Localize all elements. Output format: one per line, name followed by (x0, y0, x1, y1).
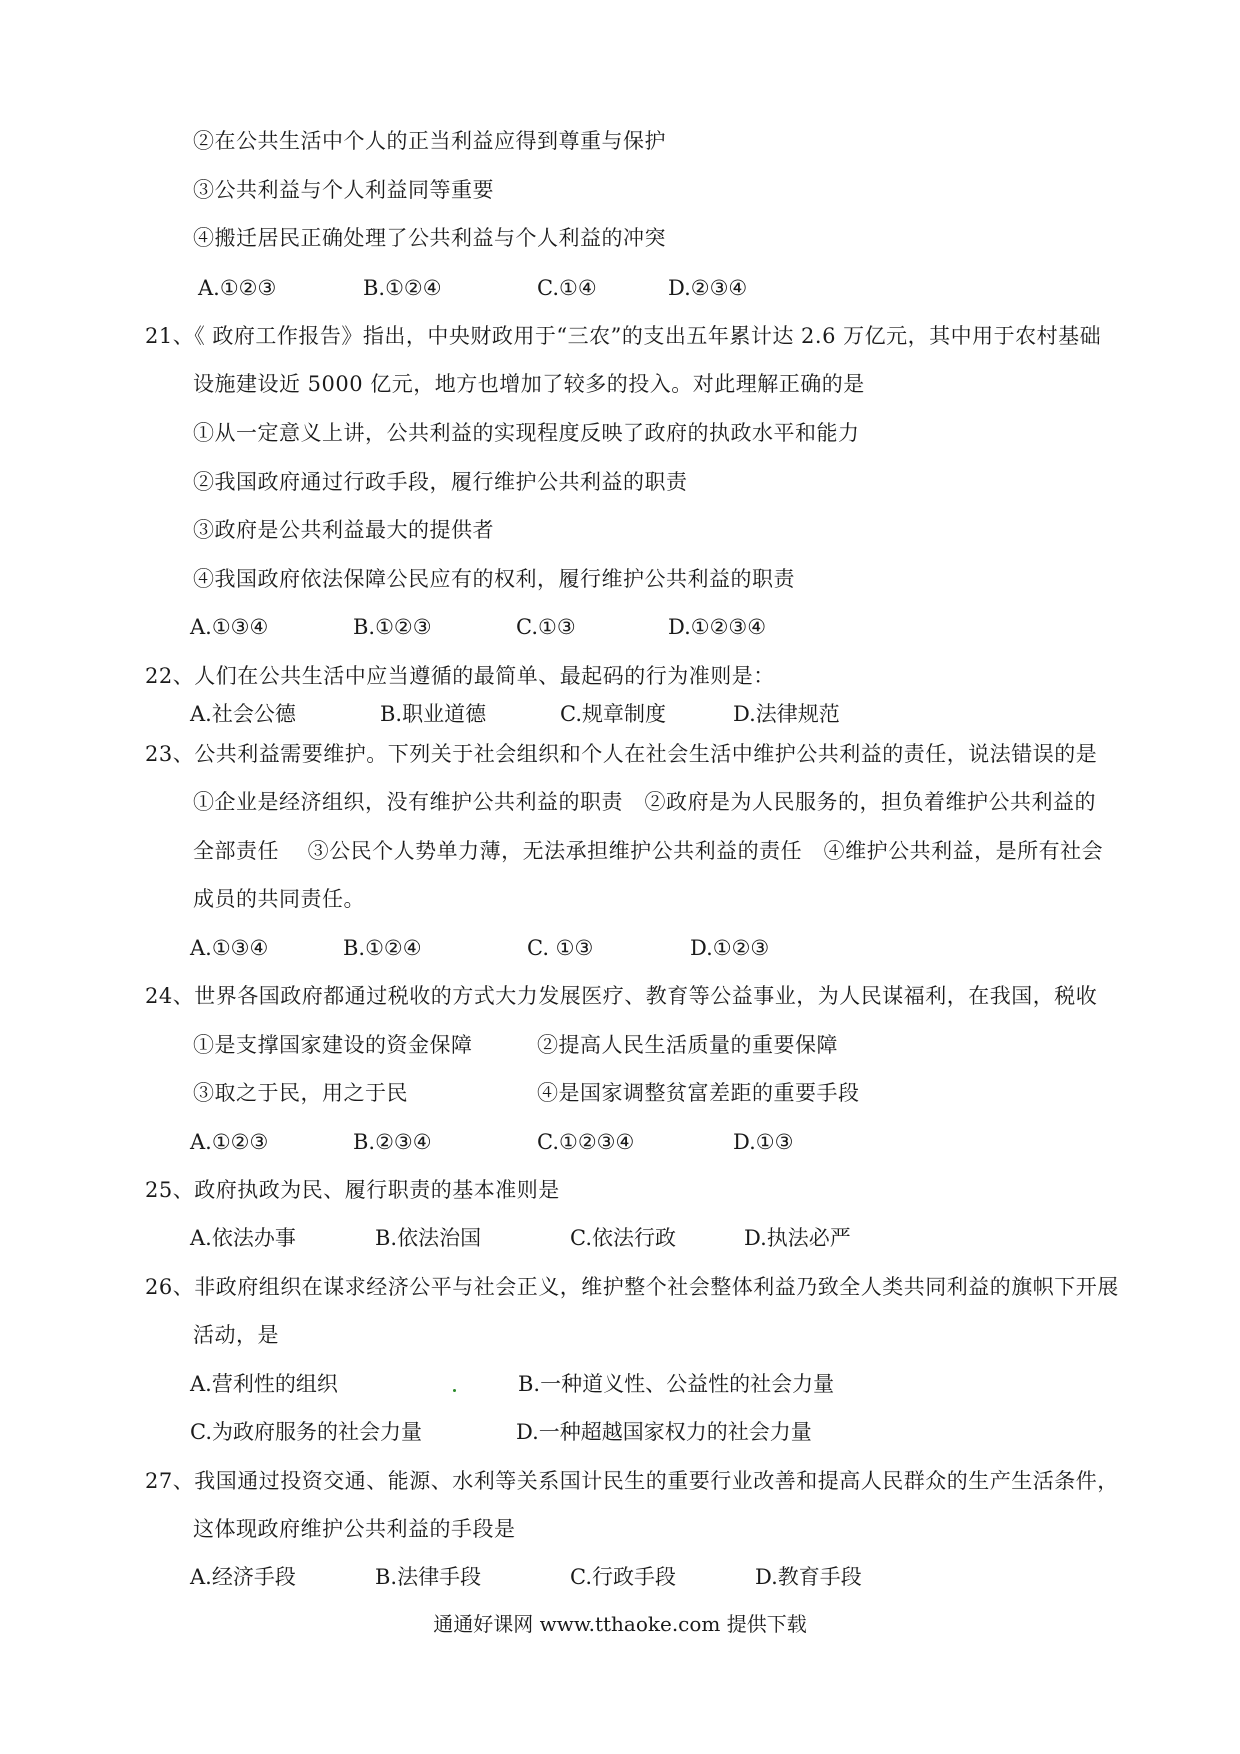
page-footer: 通通好课网 www.tthaoke.com 提供下载 (433, 1612, 807, 1636)
q21-statement-2: ②我国政府通过行政手段，履行维护公共利益的职责 (193, 470, 688, 494)
q22-option-d: D.法律规范 (733, 702, 840, 726)
stray-mark (453, 1389, 456, 1392)
q26-option-a: A.营利性的组织 (190, 1372, 338, 1396)
q24-option-a: A.①②③ (190, 1130, 269, 1154)
q24-stem: 24、世界各国政府都通过税收的方式大力发展医疗、教育等公益事业，为人民谋福利，在我国，税收 (145, 984, 1098, 1008)
q25-stem: 25、政府执政为民、履行职责的基本准则是 (145, 1178, 560, 1202)
q24-statement-3: ③取之于民，用之于民 (193, 1081, 408, 1105)
q20-option-d: D.②③④ (668, 276, 748, 300)
q26-stem-line1: 26、非政府组织在谋求经济公平与社会正义，维护整个社会整体利益乃致全人类共同利益的旗帜下开展 (145, 1275, 1119, 1299)
q26-option-b: B.一种道义性、公益性的社会力量 (518, 1372, 835, 1396)
q24-option-c: C.①②③④ (537, 1130, 635, 1154)
q22-stem: 22、人们在公共生活中应当遵循的最简单、最起码的行为准则是： (145, 664, 775, 688)
q21-option-d: D.①②③④ (668, 615, 767, 639)
q24-statement-1: ①是支撑国家建设的资金保障 (193, 1033, 473, 1057)
q24-statement-2: ②提高人民生活质量的重要保障 (537, 1033, 838, 1057)
q20-option-a: A.①②③ (198, 276, 277, 300)
q24-option-b: B.②③④ (353, 1130, 432, 1154)
q20-option-c: C.①④ (537, 276, 597, 300)
q25-option-a: A.依法办事 (190, 1226, 296, 1250)
q27-stem-line2: 这体现政府维护公共利益的手段是 (193, 1517, 516, 1541)
q23-stem-line3: 全部责任 ③公民个人势单力薄，无法承担维护公共利益的责任 ④维护公共利益，是所有社会 (193, 839, 1104, 863)
q23-stem-line2: ①企业是经济组织，没有维护公共利益的职责 ②政府是为人民服务的，担负着维护公共利益的 (193, 790, 1096, 814)
q26-option-d: D.一种超越国家权力的社会力量 (516, 1420, 812, 1444)
q21-stem-line1: 21、《 政府工作报告》指出，中央财政用于“三农”的支出五年累计达 2.6 万亿元，其中用于农村基础 (145, 324, 1102, 348)
q25-option-d: D.执法必严 (744, 1226, 851, 1250)
q22-option-b: B.职业道德 (380, 702, 487, 726)
q24-statement-4: ④是国家调整贫富差距的重要手段 (537, 1081, 860, 1105)
q23-option-b: B.①②④ (343, 936, 422, 960)
q21-statement-1: ①从一定意义上讲，公共利益的实现程度反映了政府的执政水平和能力 (193, 421, 860, 445)
q27-stem-line1: 27、我国通过投资交通、能源、水利等关系国计民生的重要行业改善和提高人民群众的生产生活条件， (145, 1469, 1119, 1493)
q23-option-c: C. ①③ (527, 936, 594, 960)
q27-option-c: C.行政手段 (570, 1565, 676, 1589)
q27-option-b: B.法律手段 (375, 1565, 482, 1589)
q23-stem-line1: 23、公共利益需要维护。下列关于社会组织和个人在社会生活中维护公共利益的责任，说法错误的是 (145, 742, 1098, 766)
q20-option-b: B.①②④ (363, 276, 442, 300)
q21-option-c: C.①③ (516, 615, 576, 639)
q21-statement-3: ③政府是公共利益最大的提供者 (193, 518, 494, 542)
q22-option-a: A.社会公德 (190, 702, 296, 726)
q23-option-d: D.①②③ (690, 936, 770, 960)
q27-option-a: A.经济手段 (190, 1565, 296, 1589)
q25-option-b: B.依法治国 (375, 1226, 482, 1250)
q25-option-c: C.依法行政 (570, 1226, 676, 1250)
q21-option-b: B.①②③ (353, 615, 432, 639)
q21-stem-line2: 设施建设近 5000 亿元，地方也增加了较多的投入。对此理解正确的是 (193, 372, 865, 396)
q22-option-c: C.规章制度 (560, 702, 666, 726)
q27-option-d: D.教育手段 (755, 1565, 862, 1589)
statement-2: ②在公共生活中个人的正当利益应得到尊重与保护 (193, 129, 666, 153)
q26-option-c: C.为政府服务的社会力量 (190, 1420, 422, 1444)
q23-option-a: A.①③④ (190, 936, 269, 960)
statement-4: ④搬迁居民正确处理了公共利益与个人利益的冲突 (193, 226, 666, 250)
q26-stem-line2: 活动，是 (193, 1323, 279, 1347)
q23-stem-line4: 成员的共同责任。 (193, 887, 365, 911)
statement-3: ③公共利益与个人利益同等重要 (193, 178, 494, 202)
q21-option-a: A.①③④ (190, 615, 269, 639)
q21-statement-4: ④我国政府依法保障公民应有的权利，履行维护公共利益的职责 (193, 567, 795, 591)
q24-option-d: D.①③ (733, 1130, 794, 1154)
